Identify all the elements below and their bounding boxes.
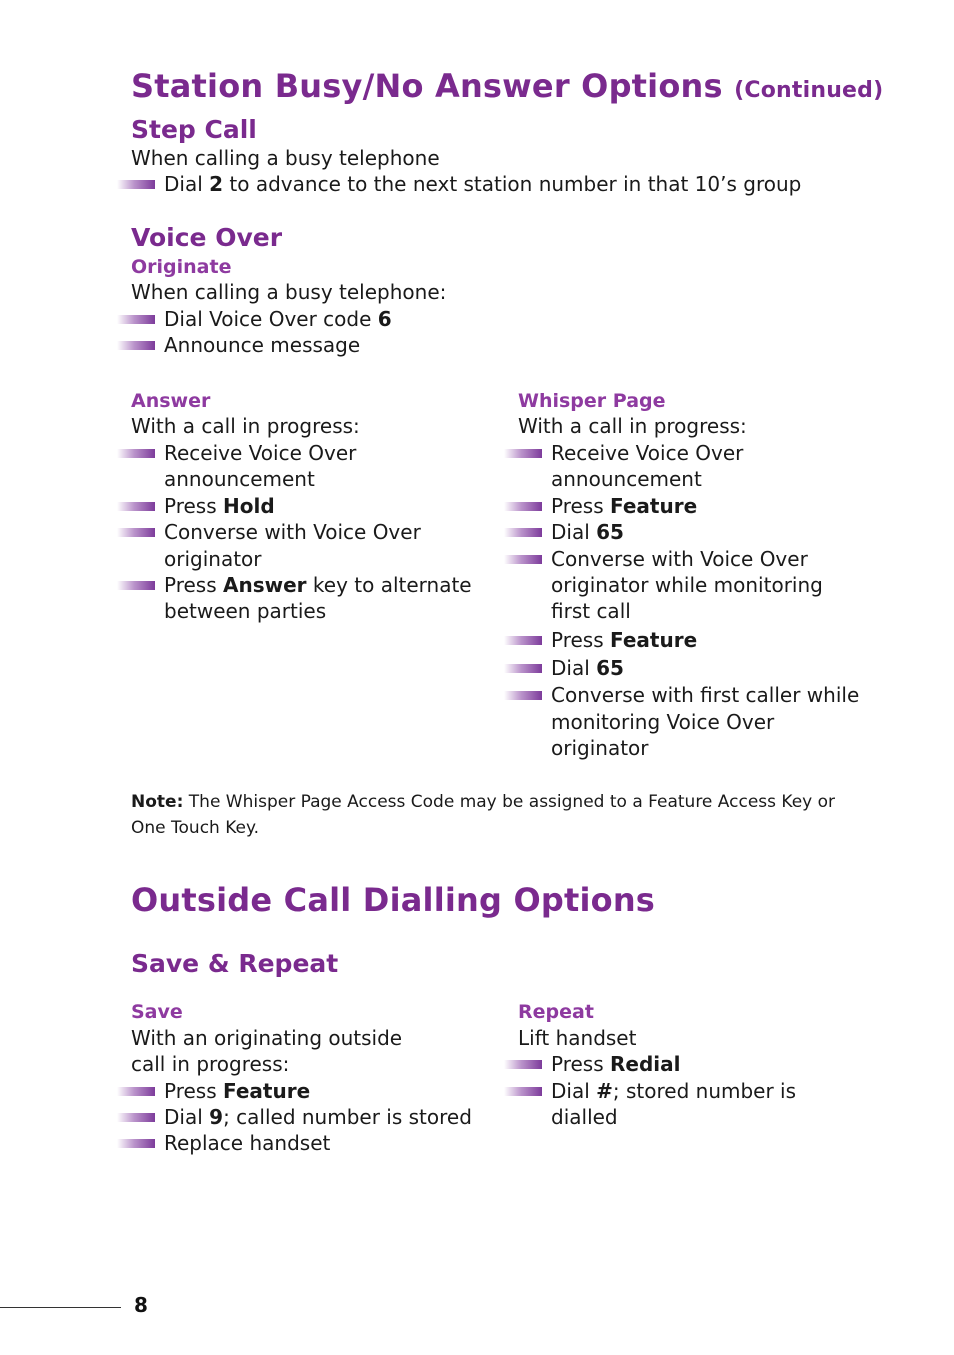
page-title: [131, 66, 883, 111]
voice-over-heading: Voice Over: [131, 223, 283, 252]
whisper-intro: With a call in progress:: [518, 414, 747, 438]
key-name: Feature: [223, 1079, 311, 1103]
key-name: Redial: [610, 1052, 681, 1076]
bullet-bar: [117, 528, 155, 537]
bullet-bar: [117, 1139, 155, 1148]
text: Press: [164, 494, 223, 518]
answer-step-3-line-1: Converse with Voice Over: [164, 520, 421, 544]
whisper-step-7-line-3: originator: [551, 736, 649, 760]
answer-step-1-line-2: announcement: [164, 467, 315, 491]
key-name: Feature: [610, 494, 698, 518]
text: Dial Voice Over code: [164, 307, 378, 331]
key-name: Hold: [223, 494, 275, 518]
repeat-intro: Lift handset: [518, 1026, 637, 1050]
answer-heading: Answer: [131, 390, 211, 412]
text: Dial: [551, 1079, 597, 1103]
originate-step-2: Announce message: [164, 333, 361, 357]
answer-step-1-line-1: Receive Voice Over: [164, 441, 357, 465]
originate-intro: When calling a busy telephone:: [131, 280, 447, 304]
text: key to alternate: [306, 573, 472, 597]
save-heading: Save: [131, 1001, 183, 1023]
repeat-step-2-line-1: [551, 1078, 796, 1105]
originate-heading: Originate: [131, 256, 232, 278]
bullet-bar: [504, 636, 542, 645]
bullet-bar: [117, 581, 155, 590]
text: Dial: [164, 172, 210, 196]
bullet-bar: [117, 1113, 155, 1122]
text: Dial: [164, 1105, 210, 1129]
save-intro-line-1: With an originating outside: [131, 1026, 403, 1050]
bullet-bar: [504, 691, 542, 700]
note-label: Note:: [131, 792, 184, 812]
whisper-step-3: [551, 519, 624, 546]
text: Dial: [551, 520, 597, 544]
key-digit: 6: [377, 307, 392, 331]
save-step-1: [164, 1078, 310, 1105]
answer-step-4-line-2: between parties: [164, 599, 327, 623]
bullet-bar: [117, 449, 155, 458]
whisper-step-1-line-2: announcement: [551, 467, 702, 491]
whisper-page-heading: Whisper Page: [518, 390, 666, 412]
page-title-main: Station Busy/No Answer Options: [131, 67, 723, 105]
bullet-bar: [117, 341, 155, 350]
text: Press: [551, 628, 610, 652]
key-digit: 65: [596, 656, 624, 680]
whisper-step-2: [551, 493, 697, 520]
bullet-bar: [117, 502, 155, 511]
footer-rule: [0, 1307, 121, 1308]
repeat-step-1: [551, 1051, 681, 1078]
text: to advance to the next station number in that 10’s group: [223, 172, 802, 196]
answer-intro: With a call in progress:: [131, 414, 360, 438]
whisper-step-7-line-2: monitoring Voice Over: [551, 710, 775, 734]
whisper-step-5: [551, 627, 697, 654]
bullet-bar: [504, 528, 542, 537]
originate-step-1: [164, 306, 392, 333]
whisper-step-4-line-3: first call: [551, 599, 631, 623]
key-digit: 65: [596, 520, 624, 544]
text: Press: [551, 494, 610, 518]
bullet-bar: [504, 1087, 542, 1096]
bullet-bar: [117, 180, 155, 189]
answer-step-2: [164, 493, 275, 520]
key-name: Answer: [223, 573, 307, 597]
save-intro-line-2: call in progress:: [131, 1052, 290, 1076]
repeat-heading: Repeat: [518, 1001, 594, 1023]
page-number: 8: [134, 1293, 148, 1317]
bullet-bar: [504, 664, 542, 673]
bullet-bar: [504, 449, 542, 458]
key-name: Feature: [610, 628, 698, 652]
outside-call-heading: Outside Call Dialling Options: [131, 881, 656, 919]
key-symbol: #: [596, 1079, 613, 1103]
bullet-bar: [504, 1060, 542, 1069]
bullet-bar: [117, 315, 155, 324]
key-digit: 2: [209, 172, 224, 196]
answer-step-4-line-1: [164, 572, 472, 599]
step-call-heading: Step Call: [131, 115, 257, 144]
text: ; stored number is: [612, 1079, 797, 1103]
page-title-continued: (Continued): [734, 78, 884, 103]
save-step-2: [164, 1104, 472, 1131]
bullet-bar: [504, 502, 542, 511]
save-step-3: Replace handset: [164, 1131, 331, 1155]
whisper-step-6: [551, 655, 624, 682]
text: Press: [551, 1052, 610, 1076]
whisper-step-1-line-1: Receive Voice Over: [551, 441, 744, 465]
text: Press: [164, 1079, 223, 1103]
whisper-step-7-line-1: Converse with first caller while: [551, 683, 860, 707]
text: Dial: [551, 656, 597, 680]
step-call-intro: When calling a busy telephone: [131, 146, 440, 170]
save-repeat-heading: Save & Repeat: [131, 949, 339, 978]
text: ; called number is stored: [223, 1105, 472, 1129]
text: Press: [164, 573, 223, 597]
bullet-bar: [117, 1087, 155, 1096]
whisper-step-4-line-2: originator while monitoring: [551, 573, 823, 597]
note-text: The Whisper Page Access Code may be assigned to a Feature Access Key or One Touch Key.: [131, 792, 836, 838]
answer-step-3-line-2: originator: [164, 547, 262, 571]
note: [131, 789, 851, 841]
repeat-step-2-line-2: dialled: [551, 1105, 618, 1129]
step-call-step-1: [164, 171, 801, 198]
key-digit: 9: [209, 1105, 224, 1129]
whisper-step-4-line-1: Converse with Voice Over: [551, 547, 808, 571]
bullet-bar: [504, 555, 542, 564]
